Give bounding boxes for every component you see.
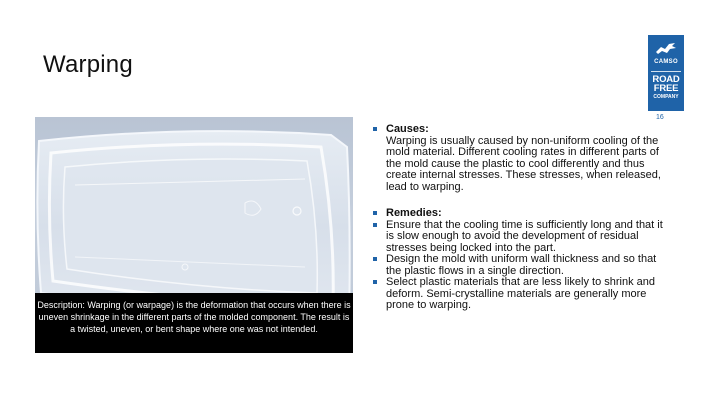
remedy-item: Select plastic materials that are less likely to shrink and deform. Semi-crystalline materials are generally more prone to warping. bbox=[373, 277, 673, 312]
camso-logo bbox=[648, 35, 684, 111]
photo-caption: Description: Warping (or warpage) is the deformation that occurs when there is uneven shrinkage in the different parts of the molded component. The result is a twisted, uneven, or bent shape where one was not intended. bbox=[35, 293, 353, 353]
logo-road-free bbox=[652, 75, 679, 93]
slide-title: Warping bbox=[43, 51, 133, 78]
bullet-remedies bbox=[373, 208, 673, 220]
runner-icon bbox=[654, 41, 678, 57]
logo-brand: CAMSO bbox=[654, 59, 678, 65]
content-bullets bbox=[373, 124, 673, 312]
logo-line-free: FREE bbox=[653, 83, 679, 94]
logo-line-road: ROAD bbox=[652, 74, 680, 85]
logo-mark bbox=[648, 35, 684, 71]
causes-label: Causes: bbox=[386, 123, 429, 135]
logo-company: COMPANY bbox=[653, 94, 679, 100]
bullet-causes bbox=[373, 124, 673, 136]
page-number: 16 bbox=[656, 114, 664, 121]
logo-divider bbox=[651, 71, 681, 72]
causes-text: Warping is usually caused by non-uniform cooling of the mold material. Different cooling rates in different parts of the mold cause the plastic to cool differently and thus create internal stresses. These stresses, when released, lead to warping. bbox=[386, 134, 661, 193]
remedy-item: Ensure that the cooling time is sufficiently long and that it is slow enough to avoid the development of residual stresses being locked into the part. bbox=[373, 220, 673, 255]
remedies-label: Remedies: bbox=[386, 207, 442, 219]
remedy-item: Design the mold with uniform wall thickness and so that the plastic flows in a single direction. bbox=[373, 254, 673, 277]
